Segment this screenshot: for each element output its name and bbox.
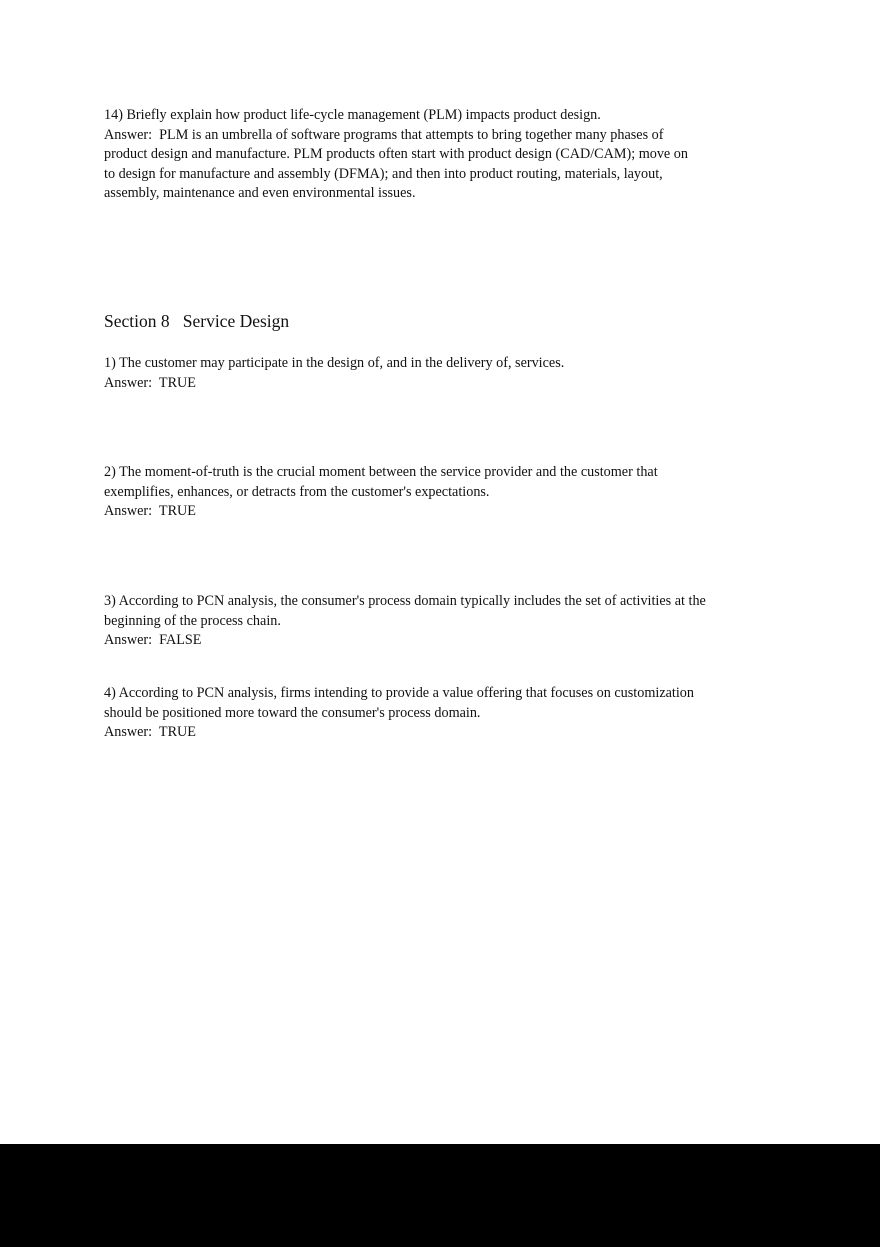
bottom-black-bar bbox=[0, 1144, 880, 1247]
question-4 bbox=[104, 684, 724, 743]
answer-text: Answer: PLM is an umbrella of software programs that attempts to bring together many phases of bbox=[104, 126, 664, 143]
answer-text: assembly, maintenance and even environmental issues. bbox=[104, 185, 416, 202]
question-text: 3) According to PCN analysis, the consumer's process domain typically includes the set of activities at the bbox=[104, 593, 706, 609]
question-text: 1) The customer may participate in the design of, and in the delivery of, services. bbox=[104, 355, 565, 371]
question-2 bbox=[104, 463, 724, 522]
answer-text: Answer: TRUE bbox=[104, 374, 196, 391]
answer-text: Answer: TRUE bbox=[104, 503, 196, 520]
question-3 bbox=[104, 592, 724, 651]
answer-text: Answer: FALSE bbox=[104, 632, 202, 649]
answer-text: to design for manufacture and assembly (DFMA); and then into product routing, materials, layout, bbox=[104, 165, 663, 182]
question-1 bbox=[104, 354, 724, 393]
question-text: should be positioned more toward the consumer's process domain. bbox=[104, 704, 481, 721]
question-text: exemplifies, enhances, or detracts from the customer's expectations. bbox=[104, 483, 490, 500]
question-text: 4) According to PCN analysis, firms intending to provide a value offering that focuses on customization bbox=[104, 685, 694, 701]
question-14 bbox=[104, 106, 724, 204]
question-text: 14) Briefly explain how product life-cycle management (PLM) impacts product design. bbox=[104, 107, 601, 123]
question-text: 2) The moment-of-truth is the crucial moment between the service provider and the customer that bbox=[104, 464, 658, 480]
question-text: beginning of the process chain. bbox=[104, 612, 281, 629]
section-heading: Section 8 Service Design bbox=[104, 311, 290, 331]
answer-text: Answer: TRUE bbox=[104, 724, 196, 741]
answer-text: product design and manufacture. PLM products often start with product design (CAD/CAM); move on bbox=[104, 146, 688, 163]
